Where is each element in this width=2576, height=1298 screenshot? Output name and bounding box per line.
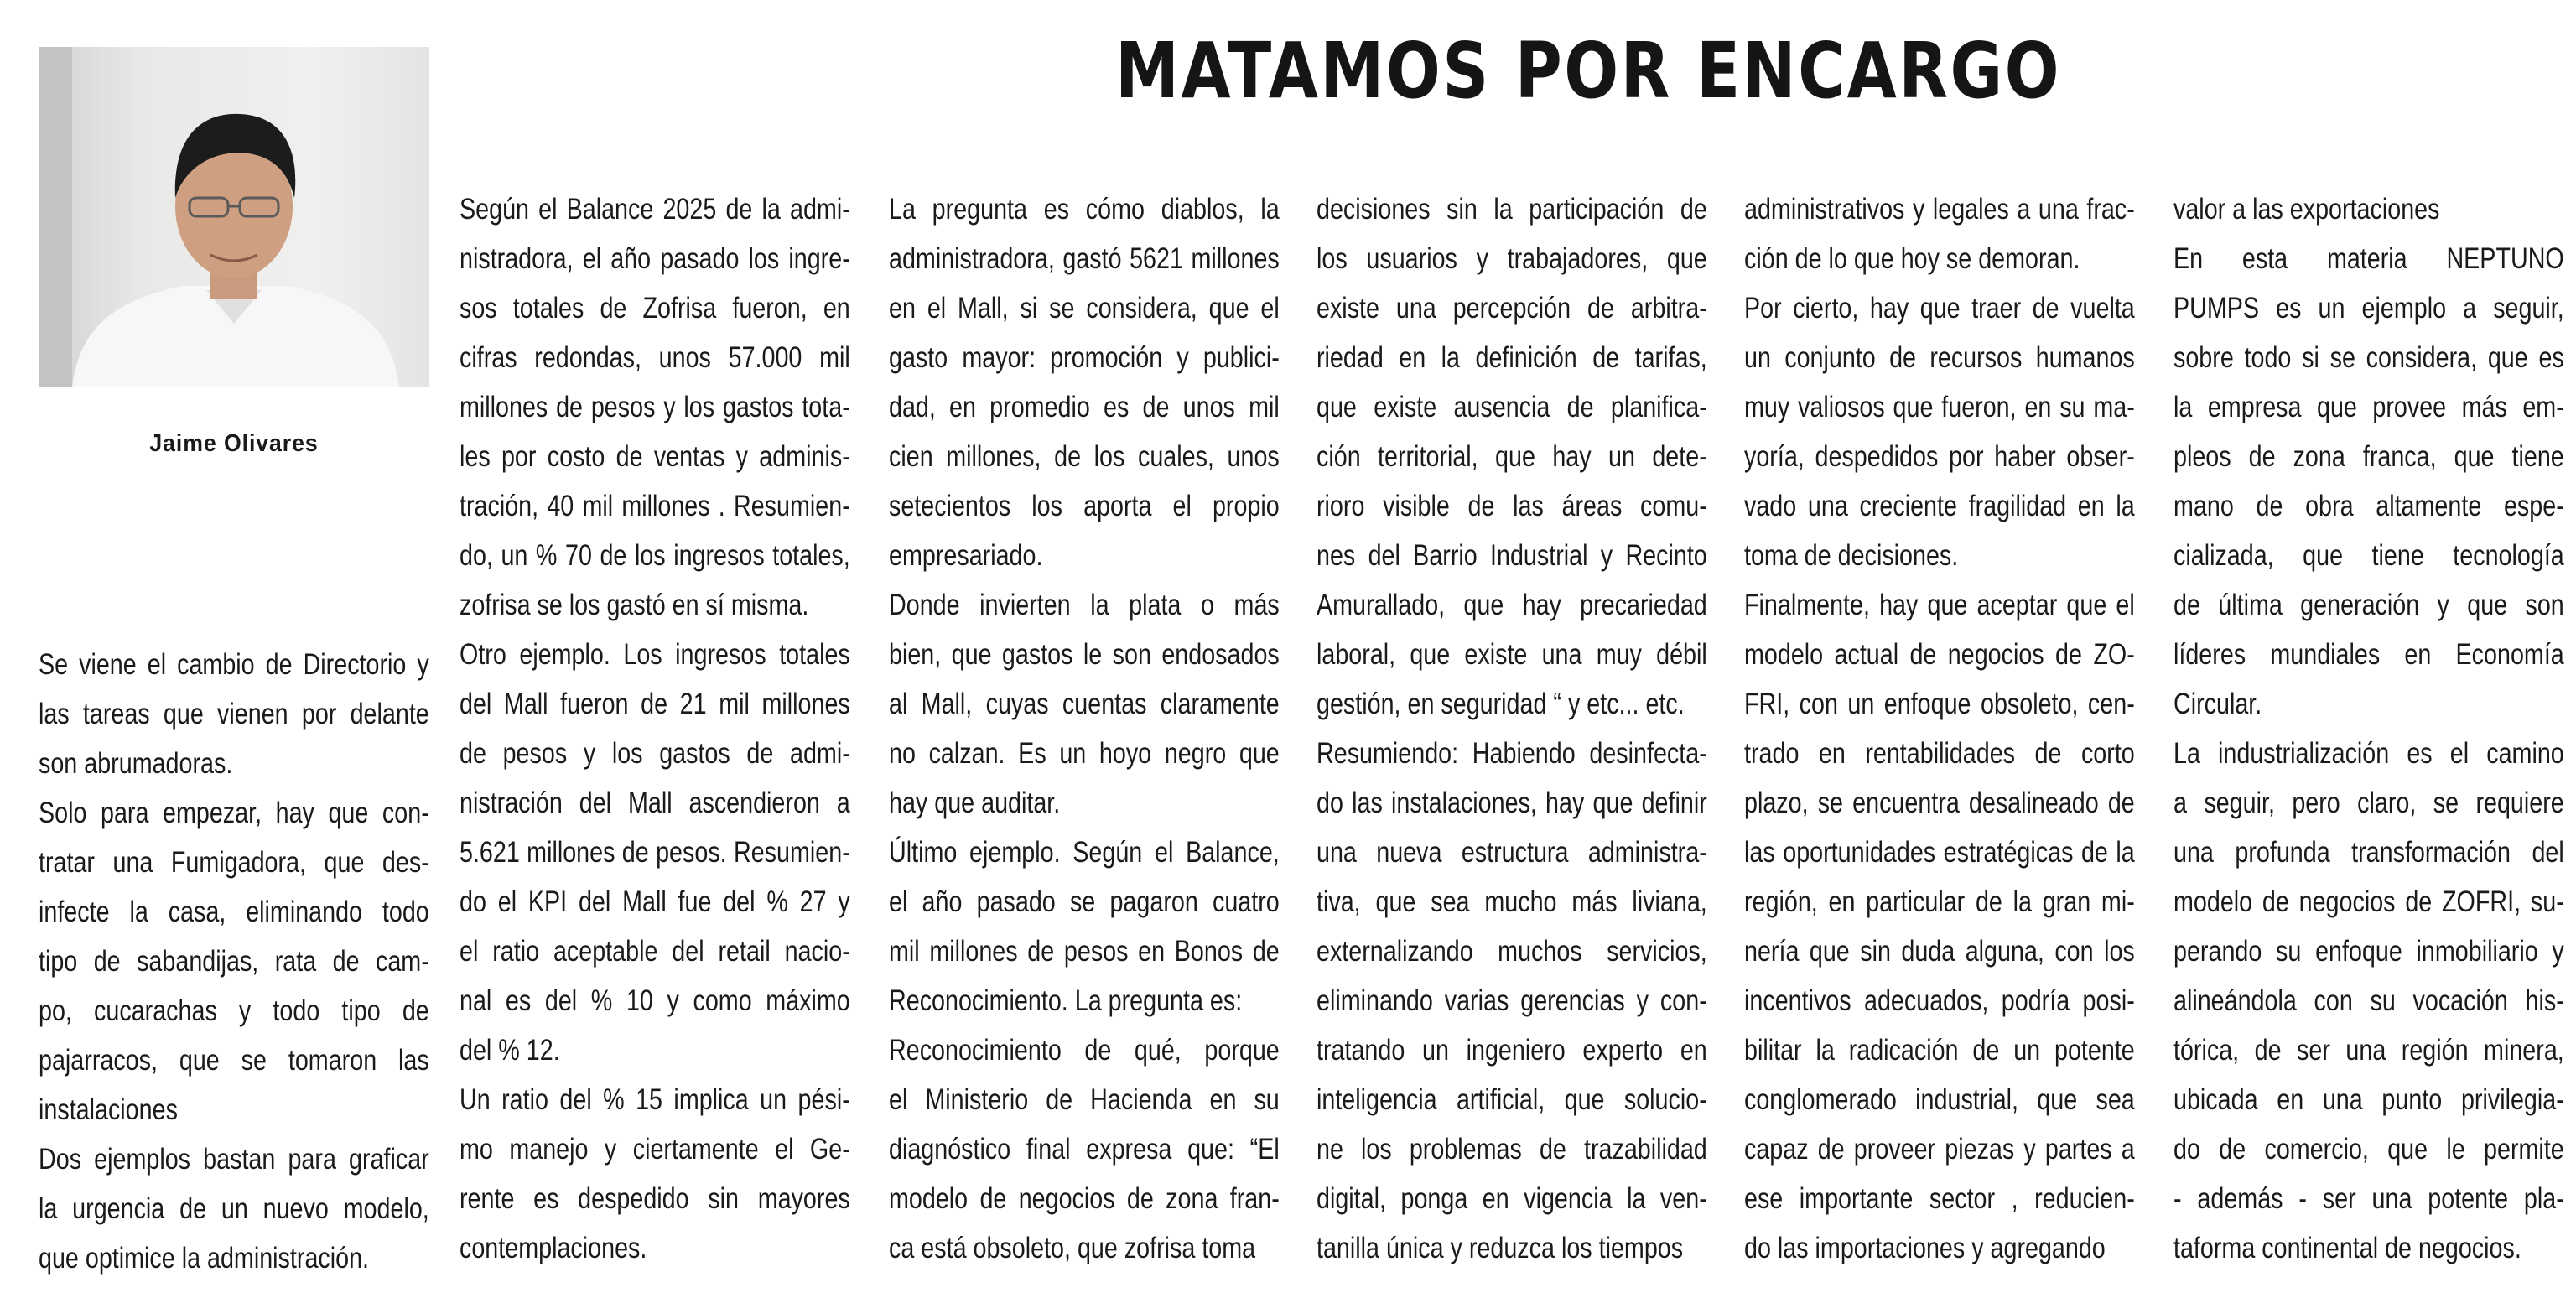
text-line: Resumiendo: Habiendo desinfecta- (1317, 737, 1707, 770)
text-line: dad, en promedio es de unos mil (889, 391, 1280, 423)
text-line: tipo de sabandijas, rata de cam- (39, 945, 429, 978)
text-line: mo manejo y ciertamente el Ge- (460, 1133, 850, 1166)
text-line: bien, que gastos le son endosados (889, 638, 1280, 671)
text-line: tanilla única y reduzca los tiempos (1317, 1232, 1684, 1264)
text-line: de pesos y los gastos de admi- (460, 737, 850, 770)
text-line: do el KPI del Mall fue del % 27 y (460, 885, 850, 918)
text-line: taforma continental de negocios. (2174, 1232, 2521, 1264)
text-line: plazo, se encuentra desalineado de (1744, 787, 2135, 819)
text-line: diagnóstico final expresa que: “El (889, 1133, 1280, 1166)
text-line: ción de lo que hoy se demoran. (1744, 242, 2080, 275)
text-line: administradora, gastó 5621 millones (889, 242, 1280, 275)
text-line: gestión, en seguridad “ y etc... etc. (1317, 688, 1685, 720)
text-line: tiva, que sea mucho más liviana, (1317, 885, 1707, 918)
text-line: Otro ejemplo. Los ingresos totales (460, 638, 850, 671)
text-line: nistración del Mall ascendieron a (460, 787, 850, 819)
text-line: un conjunto de recursos humanos (1744, 341, 2135, 374)
text-line: La pregunta es cómo diablos, la (889, 193, 1280, 226)
text-line: Último ejemplo. Según el Balance, (889, 836, 1280, 869)
text-line: do las importaciones y agregando (1744, 1232, 2106, 1264)
text-line: setecientos los aporta el propio (889, 490, 1280, 522)
text-line: Solo para empezar, hay que con- (39, 797, 429, 829)
text-column-2 (460, 184, 850, 1275)
text-line: toma de decisiones. (1744, 539, 1959, 572)
text-line: tratando un ingeniero experto en (1317, 1034, 1707, 1067)
text-line: digital, ponga en vigencia la ven- (1317, 1182, 1707, 1215)
text-line: muy valiosos que fueron, en su ma- (1744, 391, 2135, 423)
text-line: Según el Balance 2025 de la admi- (460, 193, 850, 226)
text-line: Por cierto, hay que traer de vuelta (1744, 292, 2135, 324)
text-line: trado en rentabilidades de corto (1744, 737, 2135, 770)
author-photo (39, 47, 429, 387)
text-line: do, un % 70 de los ingresos totales, (460, 539, 850, 572)
text-line: capaz de proveer piezas y partes a (1744, 1133, 2135, 1166)
text-column-6 (2174, 184, 2564, 1275)
text-line: incentivos adecuados, podría posi- (1744, 984, 2135, 1017)
text-line: contemplaciones. (460, 1232, 647, 1264)
text-line: rente es despedido sin mayores (460, 1182, 850, 1215)
text-column-4 (1317, 184, 1707, 1275)
text-line: cien millones, de los cuales, unos (889, 440, 1280, 473)
text-line: tórica, de ser una región minera, (2174, 1034, 2564, 1067)
text-line: Un ratio del % 15 implica un pési- (460, 1083, 850, 1116)
text-line: existe una percepción de arbitra- (1317, 292, 1707, 324)
text-line: modelo de negocios de zona fran- (889, 1182, 1280, 1215)
text-line: ese importante sector , reducien- (1744, 1182, 2135, 1215)
text-line: nería que sin duda alguna, con los (1744, 935, 2135, 968)
text-line: gasto mayor: promoción y publici- (889, 341, 1280, 374)
text-line: laboral, que existe una muy débil (1317, 638, 1707, 671)
text-line: ca está obsoleto, que zofrisa toma (889, 1232, 1256, 1264)
text-line: líderes mundiales en Economía (2174, 638, 2564, 671)
text-line: la urgencia de un nuevo modelo, (39, 1192, 429, 1225)
text-line: po, cucarachas y todo tipo de (39, 994, 429, 1027)
text-line: modelo de negocios de ZOFRI, su- (2174, 885, 2564, 918)
text-column-1 (39, 640, 429, 1298)
text-line: nistradora, el año pasado los ingre- (460, 242, 850, 275)
portrait-image (39, 47, 429, 387)
text-line: inteligencia artificial, que solucio- (1317, 1083, 1707, 1116)
headline: MATAMOS POR ENCARGO (1115, 26, 2062, 116)
text-line: al Mall, cuyas cuentas claramente (889, 688, 1280, 720)
text-line: infecte la casa, eliminando todo (39, 896, 429, 928)
text-line: que existe ausencia de planifica- (1317, 391, 1707, 423)
text-line: tratar una Fumigadora, que des- (39, 846, 429, 879)
text-line: Dos ejemplos bastan para graficar (39, 1143, 429, 1176)
text-line: externalizando muchos servicios, (1317, 935, 1707, 968)
text-line: modelo actual de negocios de ZO- (1744, 638, 2135, 671)
text-line: eliminando varias gerencias y con- (1317, 984, 1707, 1017)
text-line: Reconocimiento. La pregunta es: (889, 984, 1243, 1017)
text-line: conglomerado industrial, que sea (1744, 1083, 2135, 1116)
text-line: región, en particular de la gran mi- (1744, 885, 2135, 918)
text-line: Reconocimiento de qué, porque (889, 1034, 1280, 1067)
text-line: a seguir, pero claro, se requiere (2174, 787, 2564, 819)
text-line: 5.621 millones de pesos. Resumien- (460, 836, 850, 869)
text-line: ne los problemas de trazabilidad (1317, 1133, 1707, 1166)
text-line: yoría, despedidos por haber obser- (1744, 440, 2135, 473)
text-line: en el Mall, si se considera, que el (889, 292, 1280, 324)
text-line: ción territorial, que hay un dete- (1317, 440, 1707, 473)
text-line: La industrialización es el camino (2174, 737, 2564, 770)
text-column-3 (889, 184, 1280, 1275)
text-line: ubicada en una punto privilegia- (2174, 1083, 2564, 1116)
text-line: la empresa que provee más em- (2174, 391, 2564, 423)
text-line: do las instalaciones, hay que definir (1317, 787, 1707, 819)
text-line: empresariado. (889, 539, 1043, 572)
text-line: tración, 40 mil millones . Resumien- (460, 490, 850, 522)
text-line: alineándola con su vocación his- (2174, 984, 2564, 1017)
text-line: zofrisa se los gastó en sí misma. (460, 589, 809, 621)
text-line: hay que auditar. (889, 787, 1061, 819)
text-line: mano de obra altamente espe- (2174, 490, 2564, 522)
text-line: instalaciones (39, 1093, 178, 1126)
text-line: del Mall fueron de 21 mil millones (460, 688, 850, 720)
text-line: bilitar la radicación de un potente (1744, 1034, 2135, 1067)
text-line: Donde invierten la plata o más (889, 589, 1280, 621)
text-line: Finalmente, hay que aceptar que el (1744, 589, 2135, 621)
text-line: una profunda transformación del (2174, 836, 2564, 869)
text-line: millones de pesos y los gastos tota- (460, 391, 850, 423)
text-line: pajarracos, que se tomaron las (39, 1044, 429, 1077)
text-line: Amurallado, que hay precariedad (1317, 589, 1707, 621)
text-line: do de comercio, que le permite (2174, 1133, 2564, 1166)
text-line: les por costo de ventas y adminis- (460, 440, 850, 473)
text-line: decisiones sin la participación de (1317, 193, 1707, 226)
text-line: el Ministerio de Hacienda en su (889, 1083, 1280, 1116)
text-line: perando su enfoque inmobiliario y (2174, 935, 2564, 968)
text-line: de última generación y que son (2174, 589, 2564, 621)
text-line: rioro visible de las áreas comu- (1317, 490, 1707, 522)
text-line: una nueva estructura administra- (1317, 836, 1707, 869)
text-line: son abrumadoras. (39, 747, 233, 780)
text-line: FRI, con un enfoque obsoleto, cen- (1744, 688, 2135, 720)
text-line: valor a las exportaciones (2174, 193, 2440, 226)
text-line: no calzan. Es un hoyo negro que (889, 737, 1280, 770)
text-line: cializada, que tiene tecnología (2174, 539, 2564, 572)
text-line: las tareas que vienen por delante (39, 698, 429, 730)
text-line: Se viene el cambio de Directorio y (39, 648, 429, 681)
text-line: Circular. (2174, 688, 2262, 720)
text-line: administrativos y legales a una frac- (1744, 193, 2135, 226)
text-line: sos totales de Zofrisa fueron, en (460, 292, 850, 324)
text-column-5 (1744, 184, 2135, 1275)
author-name: Jaime Olivares (149, 430, 319, 457)
text-line: riedad en la definición de tarifas, (1317, 341, 1707, 374)
text-line: mil millones de pesos en Bonos de (889, 935, 1280, 968)
text-line: En esta materia NEPTUNO (2174, 242, 2564, 275)
text-line: los usuarios y trabajadores, que (1317, 242, 1707, 275)
text-line: pleos de zona franca, que tiene (2174, 440, 2564, 473)
text-line: nes del Barrio Industrial y Recinto (1317, 539, 1707, 572)
text-line: vado una creciente fragilidad en la (1744, 490, 2135, 522)
text-line: nal es del % 10 y como máximo (460, 984, 850, 1017)
text-line: el año pasado se pagaron cuatro (889, 885, 1280, 918)
text-line: del % 12. (460, 1034, 560, 1067)
text-line: PUMPS es un ejemplo a seguir, (2174, 292, 2564, 324)
text-line: el ratio aceptable del retail nacio- (460, 935, 850, 968)
text-line: las oportunidades estratégicas de la (1744, 836, 2135, 869)
text-line: cifras redondas, unos 57.000 mil (460, 341, 850, 374)
text-line: - además - ser una potente pla- (2174, 1182, 2564, 1215)
text-line: que optimice la administración. (39, 1242, 370, 1275)
text-line: sobre todo si se considera, que es (2174, 341, 2564, 374)
